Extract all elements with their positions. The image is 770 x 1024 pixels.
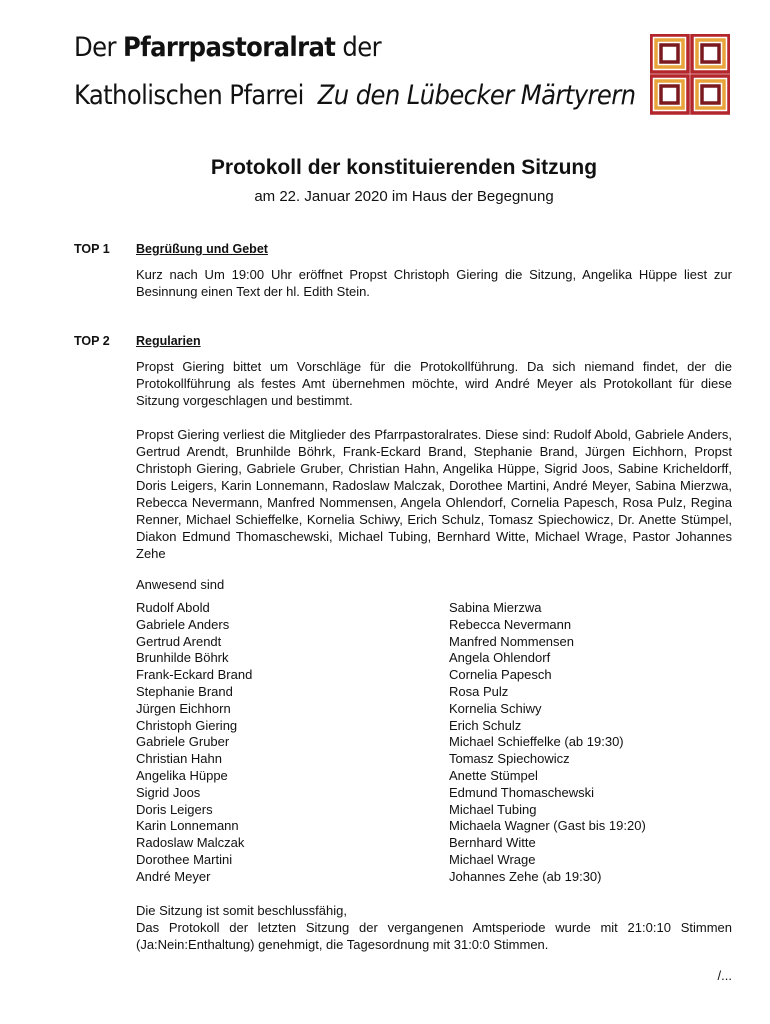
top1-title: Begrüßung und Gebet (136, 242, 268, 256)
document-title: Protokoll der konstituierenden Sitzung (210, 156, 598, 179)
attendee-item: Gertrud Arendt (136, 633, 222, 649)
page-continuation: /... (717, 968, 732, 983)
attendee-item: Brunhilde Böhrk (136, 650, 229, 666)
attendee-item: Angelika Hüppe (136, 767, 228, 783)
attendee-item: Angela Ohlendorf (449, 650, 551, 666)
header-line-2 (74, 82, 635, 109)
attendee-item: Sabina Mierzwa (449, 600, 542, 615)
attendee-item: Johannes Zehe (ab 19:30) (449, 868, 602, 884)
logo-square (702, 45, 719, 62)
attendee-item: Tomasz Spiechowicz (449, 751, 570, 767)
attendee-item: Christoph Giering (136, 717, 238, 733)
header-bold: Pfarrpastoralrat (122, 32, 336, 63)
present-list-right (449, 600, 646, 886)
header-prefix: Der (74, 32, 123, 63)
attendee-item: Radoslaw Malczak (136, 835, 245, 851)
closing-line-2: Das Protokoll der letzten Sitzung der vergangenen Amtsperiode wurde mit 21:0:10 Stimmen (Ja:Nein:Enthaltung) genehmigt, die Tagesordnung mit 31:0:0 Stimmen. (136, 920, 732, 952)
attendee-item: Frank-Eckard Brand (136, 667, 253, 683)
parish-logo-icon (650, 34, 730, 116)
attendee-item: Rudolf Abold (136, 600, 210, 615)
attendee-item: Cornelia Papesch (449, 667, 552, 683)
attendee-item: Gabriele Anders (136, 616, 230, 632)
closing-line-1: Die Sitzung ist somit beschlussfähig, (136, 903, 347, 918)
attendee-item: Anette Stümpel (449, 767, 538, 783)
attendee-item: Doris Leigers (136, 801, 213, 817)
top2-text-members: Propst Giering verliest die Mitglieder des Pfarrpastoralrates. Diese sind: Rudolf Abold, Gabriele Anders, Gertrud Arendt, Brunhilde Böhrk, Frank-Eckard Brand, Stephanie Brand, Jürgen Eichhorn, Propst Christoph Giering, Gabriele Gruber, Christian Hahn, Angelika Hüppe, Sigrid Joos, Sabine Kricheldorff, Doris Leigers, Karin Lonnemann, Radoslaw Malczak, Dorothee Martini, André Meyer, Sabina Mierzwa, Rebecca Nevermann, Manfred Nommensen, Angela Ohlendorf, Cornelia Papesch, Rosa Pulz, Regina Renner, Michael Schieffelke, Kornelia Schiwy, Erich Schulz, Tomasz Spiechowicz, Dr. Anette Stümpel, Diakon Edmund Thomaschewski, Michael Tubing, Bernhard Witte, Michael Wrage, Pastor Johannes Zehe (136, 427, 732, 561)
top2-text-protocol: Propst Giering bittet um Vorschläge für die Protokollführung. Da sich niemand findet, der die Protokollführung als festes Amt übernehmen möchte, wird André Meyer als Protokollant für diese Sitzung vorgeschlagen und bestimmt. (136, 359, 732, 408)
attendee-item: Michael Wrage (449, 851, 536, 867)
attendee-item: Sigrid Joos (136, 784, 201, 800)
document-subtitle: am 22. Januar 2020 im Haus der Begegnung (254, 188, 554, 205)
attendee-item: Dorothee Martini (136, 851, 233, 867)
attendee-item: Edmund Thomaschewski (449, 784, 594, 800)
logo-square (661, 86, 678, 103)
attendee-item: Rosa Pulz (449, 683, 509, 699)
attendee-item: Rebecca Nevermann (449, 616, 572, 632)
attendee-item: Michael Schieffelke (ab 19:30) (449, 734, 624, 750)
top1-label: TOP 1 (74, 242, 110, 256)
attendee-item: Stephanie Brand (136, 683, 233, 699)
present-list-left (136, 600, 252, 886)
top1-text: Kurz nach Um 19:00 Uhr eröffnet Propst Christoph Giering die Sitzung, Angelika Hüppe liest zur Besinnung einen Text der hl. Edith Stein. (136, 267, 732, 299)
header-parish-name: Zu den Lübecker Märtyrern (317, 80, 636, 111)
logo-square (702, 86, 719, 103)
header-parish: Katholischen Pfarrei (74, 80, 304, 111)
attendee-item: Michaela Wagner (Gast bis 19:20) (449, 818, 646, 834)
attendee-item: Bernhard Witte (449, 835, 536, 851)
attendee-item: Erich Schulz (449, 717, 522, 733)
top2-label: TOP 2 (74, 334, 110, 348)
top2-title: Regularien (136, 334, 201, 348)
attendee-item: Gabriele Gruber (136, 734, 230, 750)
header-line-1 (74, 34, 381, 61)
attendee-item: Karin Lonnemann (136, 818, 239, 834)
attendee-item: Michael Tubing (449, 801, 537, 817)
attendee-item: Kornelia Schiwy (449, 700, 542, 716)
present-heading: Anwesend sind (136, 577, 225, 592)
logo-square (661, 45, 678, 62)
attendee-item: Christian Hahn (136, 751, 222, 767)
attendee-item: Manfred Nommensen (449, 633, 574, 649)
header-suffix: der (335, 32, 381, 63)
attendee-item: André Meyer (136, 868, 211, 884)
attendee-item: Jürgen Eichhorn (136, 700, 231, 716)
